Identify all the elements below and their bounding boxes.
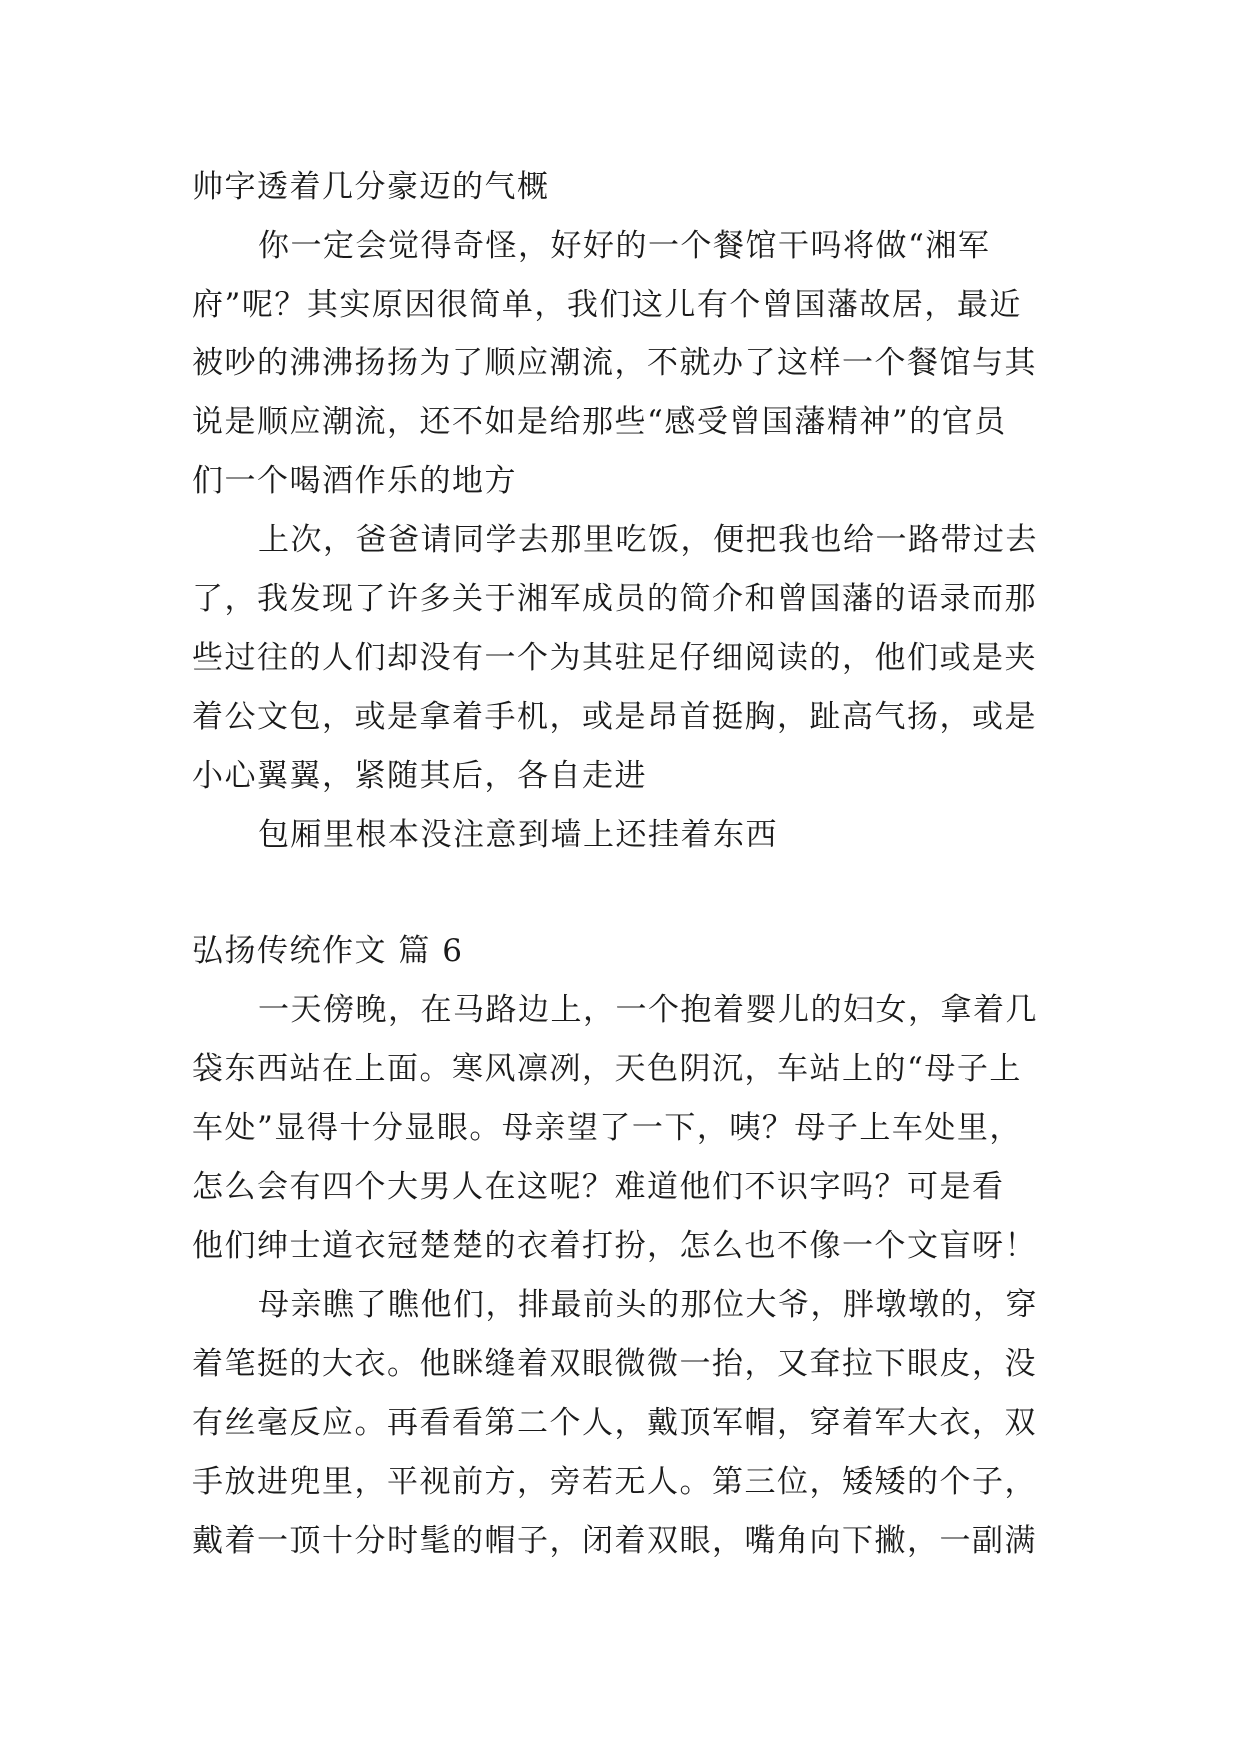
text-line-16: 车处”显得十分显眼。母亲望了一下，咦？母子上车处里，	[192, 1110, 1022, 1146]
text-line-23: 戴着一顶十分时髦的帽子，闭着双眼，嘴角向下撇，一副满	[192, 1523, 1037, 1559]
paragraph-start-line: 母亲瞧了瞧他们，排最前头的那位大爷，胖墩墩的，穿	[258, 1287, 1038, 1323]
paragraph-start-line: 你一定会觉得奇怪，好好的一个餐馆干吗将做“湘军	[258, 228, 991, 264]
text-line-20: 着笔挺的大衣。他眯缝着双眼微微一抬，又耷拉下眼皮，没	[192, 1346, 1037, 1382]
paragraph-start-line: 包厢里根本没注意到墙上还挂着东西	[258, 817, 778, 853]
paragraph-start-line: 一天傍晚，在马路边上，一个抱着婴儿的妇女，拿着几	[258, 992, 1038, 1028]
text-line-6: 们一个喝酒作乐的地方	[192, 463, 517, 499]
text-line-21: 有丝毫反应。再看看第二个人，戴顶军帽，穿着军大衣，双	[192, 1405, 1037, 1441]
text-line-17: 怎么会有四个大男人在这呢？难道他们不识字吗？可是看	[192, 1169, 1005, 1205]
text-line-9: 些过往的人们却没有一个为其驻足仔细阅读的，他们或是夹	[192, 640, 1037, 676]
text-line-15: 袋东西站在上面。寒风凛冽，天色阴沉，车站上的“母子上	[192, 1051, 1022, 1087]
text-line-18: 他们绅士道衣冠楚楚的衣着打扮，怎么也不像一个文盲呀！	[192, 1228, 1037, 1264]
text-line-10: 着公文包，或是拿着手机，或是昂首挺胸，趾高气扬，或是	[192, 699, 1037, 735]
text-line-1: 帅字透着几分豪迈的气概	[192, 169, 550, 205]
text-line-5: 说是顺应潮流，还不如是给那些“感受曾国藩精神”的官员	[192, 404, 1007, 440]
text-line-3: 府”呢？其实原因很简单，我们这儿有个曾国藩故居，最近	[192, 287, 1022, 323]
text-line-22: 手放进兜里，平视前方，旁若无人。第三位，矮矮的个子，	[192, 1464, 1037, 1500]
text-line-4: 被吵的沸沸扬扬为了顺应潮流，不就办了这样一个餐馆与其	[192, 345, 1037, 381]
text-line-8: 了，我发现了许多关于湘军成员的简介和曾国藩的语录而那	[192, 581, 1037, 617]
section-heading: 弘扬传统作文 篇 6	[192, 933, 464, 969]
paragraph-start-line: 上次，爸爸请同学去那里吃饭，便把我也给一路带过去	[258, 522, 1038, 558]
text-line-11: 小心翼翼，紧随其后，各自走进	[192, 758, 647, 794]
